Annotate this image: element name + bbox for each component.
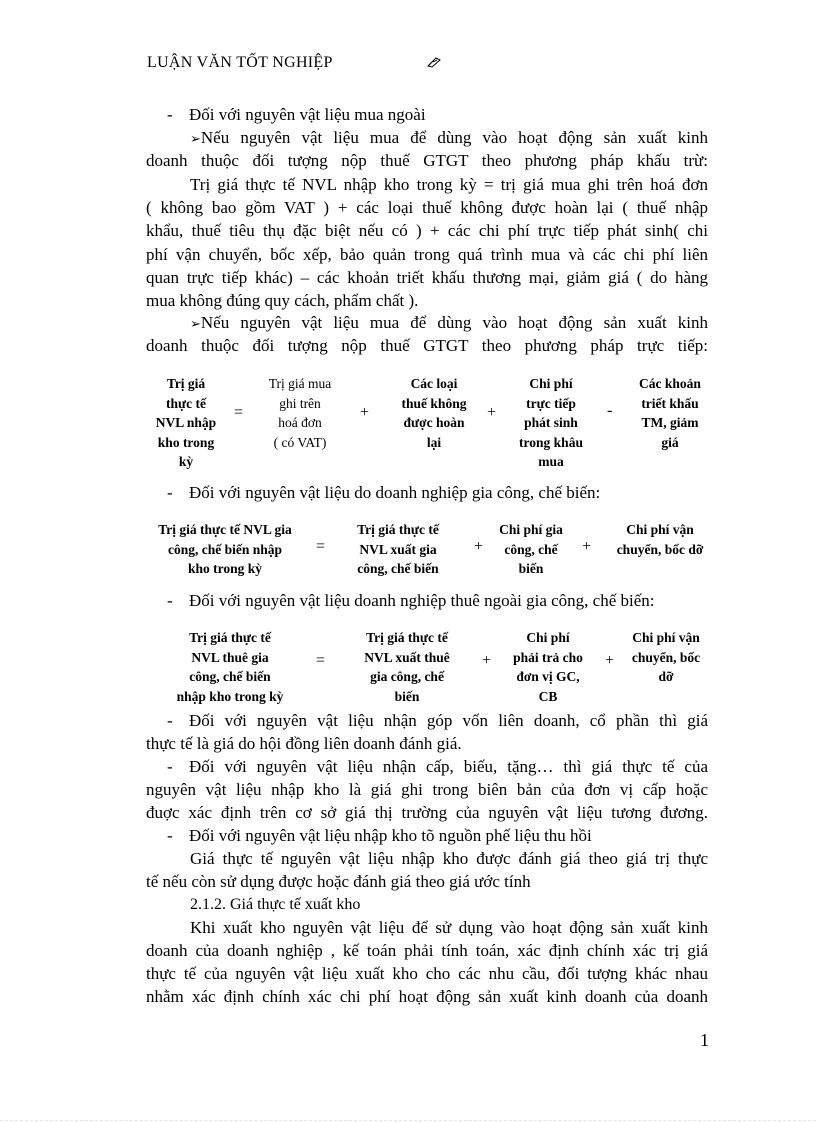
- formula-term: Trị giá thực tế NVL xuất thuê gia công, chế biến: [364, 630, 450, 704]
- equals-sign: =: [316, 538, 326, 555]
- bullet-line: - Đối với nguyên vật liệu do doanh nghiệp gia công, chế biến:: [167, 483, 601, 502]
- bullet-line: - Đối với nguyên vật liệu nhập kho tõ nguồn phế liệu thu hồi: [167, 826, 592, 845]
- paragraph-line: ➢Nếu nguyên vật liệu mua để dùng vào hoạt động sản xuất kinh: [190, 128, 708, 147]
- plus-sign: +: [487, 404, 497, 421]
- formula-term: Trị giá thực tế NVL gia công, chế biến nhập kho trong kỳ: [158, 522, 292, 576]
- equals-sign: =: [234, 404, 244, 421]
- formula-term: Trị giá thực tế NVL xuất gia công, chế biến: [357, 522, 439, 576]
- paragraph-line: doanh thuộc đối tượng nộp thuế GTGT theo phương pháp trực tiếp:: [146, 336, 708, 355]
- paragraph-line: ( không bao gồm VAT ) + các loại thuế không được hoàn lại ( thuế nhập: [146, 198, 708, 217]
- equals-sign: =: [316, 652, 326, 669]
- arrow-bullet-icon: ➢: [190, 316, 201, 331]
- plus-sign: +: [360, 404, 370, 421]
- paragraph-line: mua không đúng quy cách, phẩm chất ).: [146, 291, 419, 310]
- section-heading: 2.1.2. Giá thực tế xuất kho: [190, 896, 361, 913]
- paragraph-line: doanh thuộc đối tượng nộp thuế GTGT theo phương pháp khấu trừ:: [146, 151, 708, 170]
- formula-term: Các khoản triết khấu TM, giảm giá: [639, 376, 701, 450]
- paragraph-line: Giá thực tế nguyên vật liệu nhập kho được đánh giá theo giá trị thực: [190, 849, 708, 868]
- formula-term: Chi phí trực tiếp phát sinh trong khâu mua: [519, 376, 583, 469]
- paragraph-line: phí vận chuyển, bốc xếp, bảo quản trong quá trình mua và các chi phí liên: [146, 245, 708, 264]
- plus-sign: +: [482, 652, 492, 669]
- formula-term: Trị giá thực tế NVL nhập kho trong kỳ: [155, 376, 217, 469]
- formula-term: Các loại thuế không được hoàn lại: [401, 376, 467, 450]
- paragraph-line: nguyên vật liệu nhập kho là giá ghi trong biên bản của đơn vị cấp hoặc: [146, 780, 708, 799]
- formula-term: Chi phí phải trả cho đơn vị GC, CB: [513, 630, 583, 704]
- paragraph-line: quan trực tiếp khác) – các khoản triết khấu thương mại, giảm giá ( do hàng: [146, 268, 708, 287]
- formula-term: Trị giá mua ghi trên hoá đơn ( có VAT): [268, 376, 332, 450]
- arrow-bullet-icon: ➢: [190, 131, 201, 146]
- bullet-line: - Đối với nguyên vật liệu nhận góp vốn liên doanh, cổ phần thì giá: [167, 711, 708, 730]
- page-divider: [0, 1120, 816, 1121]
- paragraph-line: Khi xuất kho nguyên vật liệu để sử dụng vào hoạt động sản xuất kinh: [190, 918, 708, 937]
- paragraph-line: Trị giá thực tế NVL nhập kho trong kỳ = trị giá mua ghi trên hoá đơn: [190, 175, 708, 194]
- paragraph-line: khẩu, thuế tiêu thụ đặc biệt nếu có ) + các chi phí trực tiếp phát sinh( chi: [146, 221, 708, 240]
- minus-sign: -: [607, 402, 613, 419]
- paragraph-line: thực tế là giá do hội đồng liên doanh đánh giá.: [146, 734, 462, 753]
- pen-nib-icon: [427, 56, 441, 68]
- bullet-line: - Đối với nguyên vật liệu mua ngoài: [167, 105, 426, 124]
- bullet-line: - Đối với nguyên vật liệu doanh nghiệp thuê ngoài gia công, chế biến:: [167, 591, 655, 610]
- formula-term: Trị giá thực tế NVL thuê gia công, chế biến nhập kho trong kỳ: [176, 630, 284, 704]
- page-number: 1: [700, 1030, 709, 1050]
- plus-sign: +: [605, 652, 615, 669]
- formula-term: Chi phí gia công, chế biến: [499, 522, 563, 576]
- formula-term: Chi phí vận chuyển, bốc dỡ: [616, 522, 704, 557]
- formula-term: Chi phí vận chuyển, bốc dỡ: [631, 630, 701, 684]
- paragraph-line: nhằm xác định chính xác chi phí hoạt động sản xuất kinh doanh của doanh: [146, 987, 708, 1006]
- paragraph-line: thực tế của nguyên vật liệu xuất kho cho các nhu cầu, đối tượng khác nhau: [146, 964, 708, 983]
- plus-sign: +: [474, 538, 484, 555]
- paragraph-line: tế nếu còn sử dụng được hoặc đánh giá theo giá ước tính: [146, 872, 531, 891]
- header-title: LUẬN VĂN TỐT NGHIỆP: [147, 54, 333, 71]
- paragraph-line: ➢Nếu nguyên vật liệu mua để dùng vào hoạt động sản xuất kinh: [190, 313, 708, 332]
- paragraph-line: đuợc xác định trên cơ sở giá thị trường của nguyên vật liệu tương đương.: [146, 803, 708, 822]
- bullet-line: - Đối với nguyên vật liệu nhận cấp, biếu, tặng… thì giá thực tế của: [167, 757, 708, 776]
- paragraph-line: doanh của doanh nghiệp , kế toán phải tính toán, xác định chính xác trị giá: [146, 941, 708, 960]
- plus-sign: +: [582, 538, 592, 555]
